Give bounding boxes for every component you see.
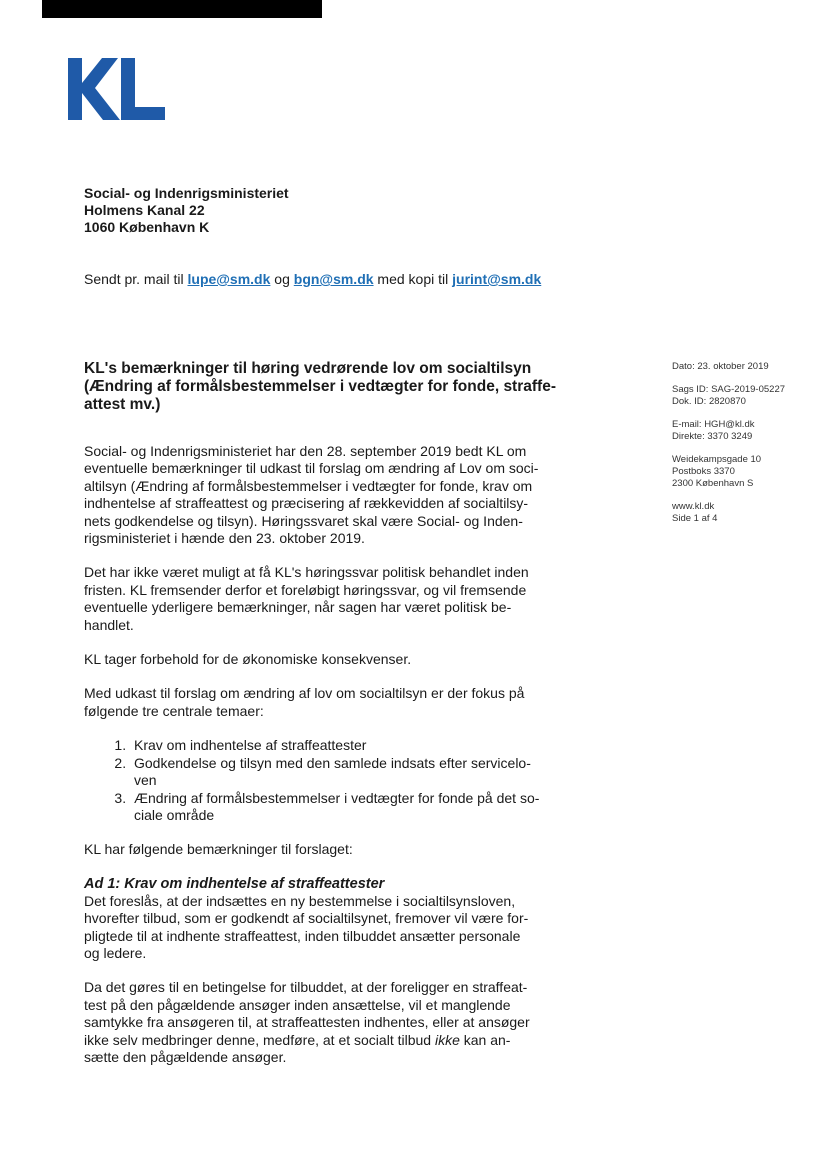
sidebar-sags-id: Sags ID: SAG-2019-05227 xyxy=(672,384,786,395)
section-subheading: Ad 1: Krav om indhentelse af straffeattester xyxy=(84,875,385,892)
theme-list xyxy=(84,737,554,824)
paragraph-5: KL har følgende bemærkninger til forslaget: xyxy=(84,841,353,858)
sidebar-dok-id: Dok. ID: 2820870 xyxy=(672,396,746,407)
paragraph-7-last-line: sætte den pågældende ansøger. xyxy=(84,1048,287,1065)
theme-list-item-3: 3. Ændring af formålsbestemmelser i vedtægter for fonde på det so- ciale område xyxy=(130,790,554,825)
paragraph-7 xyxy=(84,979,554,1066)
sidebar-date: Dato: 23. oktober 2019 xyxy=(672,361,769,372)
paragraph-3: KL tager forbehold for de økonomiske konsekvenser. xyxy=(84,651,412,668)
sidebar-email: E-mail: HGH@kl.dk xyxy=(672,419,755,430)
sidebar-postbox: Postboks 3370 xyxy=(672,466,735,477)
theme-list-item-2: 2. Godkendelse og tilsyn med den samlede indsats efter servicelo- ven xyxy=(130,755,554,790)
logo-letter-l xyxy=(121,58,165,120)
paragraph-2: Det har ikke været muligt at få KL's høringssvar politisk behandlet inden fristen. KL fremsender derfor et foreløbigt høringssvar, og vil fremsende eventuelle yderligere bemærkninger, når sagen har været politisk be- handlet. xyxy=(84,564,529,633)
sidebar-website: www.kl.dk xyxy=(672,501,715,512)
recipient-line-1: Social- og Indenrigsministeriet xyxy=(84,185,289,201)
email-link-lupe[interactable]: lupe@sm.dk xyxy=(187,271,271,287)
heading-line-2: (Ændring af formålsbestemmelser i vedtægter for fonde, straffe- xyxy=(84,378,556,395)
sidebar-page-number: Side 1 af 4 xyxy=(672,513,718,524)
redaction-bar xyxy=(42,0,322,18)
heading-line-1: KL's bemærkninger til høring vedrørende lov om socialtilsyn xyxy=(84,360,532,377)
email-link-jurint[interactable]: jurint@sm.dk xyxy=(452,271,542,287)
paragraph-6: Det foreslås, at der indsættes en ny bestemmelse i socialtilsynsloven, hvorefter tilbud, som er godkendt af socialtilsynet, fremover vil være for- pligtede til at indhente straffeattest, inden tilbuddet ansætter personale og ledere. xyxy=(84,892,529,961)
paragraph-7-text-end: kan an- xyxy=(459,1031,511,1048)
recipient-line-3: 1060 København K xyxy=(84,219,210,235)
paragraph-1: Social- og Indenrigsministeriet har den 28. september 2019 bedt KL om eventuelle bemærkninger til udkast til forslag om ændring af Lov om soci- altilsyn (Ændring af formålsbestemmelser i vedtægter for fonde, krav om indhentelse af straffeattest og præcisering af rækkevidden af socialtilsy- nets godkendelse og tilsyn). Høringssvaret skal være Social- og Inden- rigsministeriet i hænde den 23. oktober 2019. xyxy=(84,443,539,547)
recipient-line-2: Holmens Kanal 22 xyxy=(84,202,205,218)
sent-line xyxy=(84,270,541,288)
sidebar-metadata xyxy=(672,361,785,536)
sidebar-street: Weidekampsgade 10 xyxy=(672,454,762,465)
document-heading xyxy=(84,360,564,414)
recipient-address xyxy=(84,185,289,236)
paragraph-7-emphasis: ikke xyxy=(434,1031,460,1048)
theme-list-item-1: 1. Krav om indhentelse af straffeattester xyxy=(130,737,554,754)
email-link-bgn[interactable]: bgn@sm.dk xyxy=(293,271,374,287)
sidebar-city: 2300 København S xyxy=(672,478,754,489)
logo-letter-k xyxy=(68,58,120,120)
heading-line-3: attest mv.) xyxy=(84,396,161,413)
kl-logo xyxy=(68,58,168,120)
letter-body xyxy=(84,443,554,1083)
paragraph-7-text: Da det gøres til en betingelse for tilbuddet, at der foreligger en straffeat- test på den pågældende ansøger inden ansættelse, vil et manglende samtykke fra ansøgeren til, at straffeattesten indhentes, eller at ansøger ikke selv medbringer denne, medføre, at et socialt tilbud xyxy=(84,979,530,1048)
sent-prefix: Sendt pr. mail til xyxy=(84,271,188,287)
sent-suffix: med kopi til xyxy=(373,271,453,287)
sidebar-direct-phone: Direkte: 3370 3249 xyxy=(672,431,753,442)
sent-mid: og xyxy=(270,271,294,287)
paragraph-4: Med udkast til forslag om ændring af lov om socialtilsyn er der fokus på følgende tre centrale temaer: xyxy=(84,685,525,719)
